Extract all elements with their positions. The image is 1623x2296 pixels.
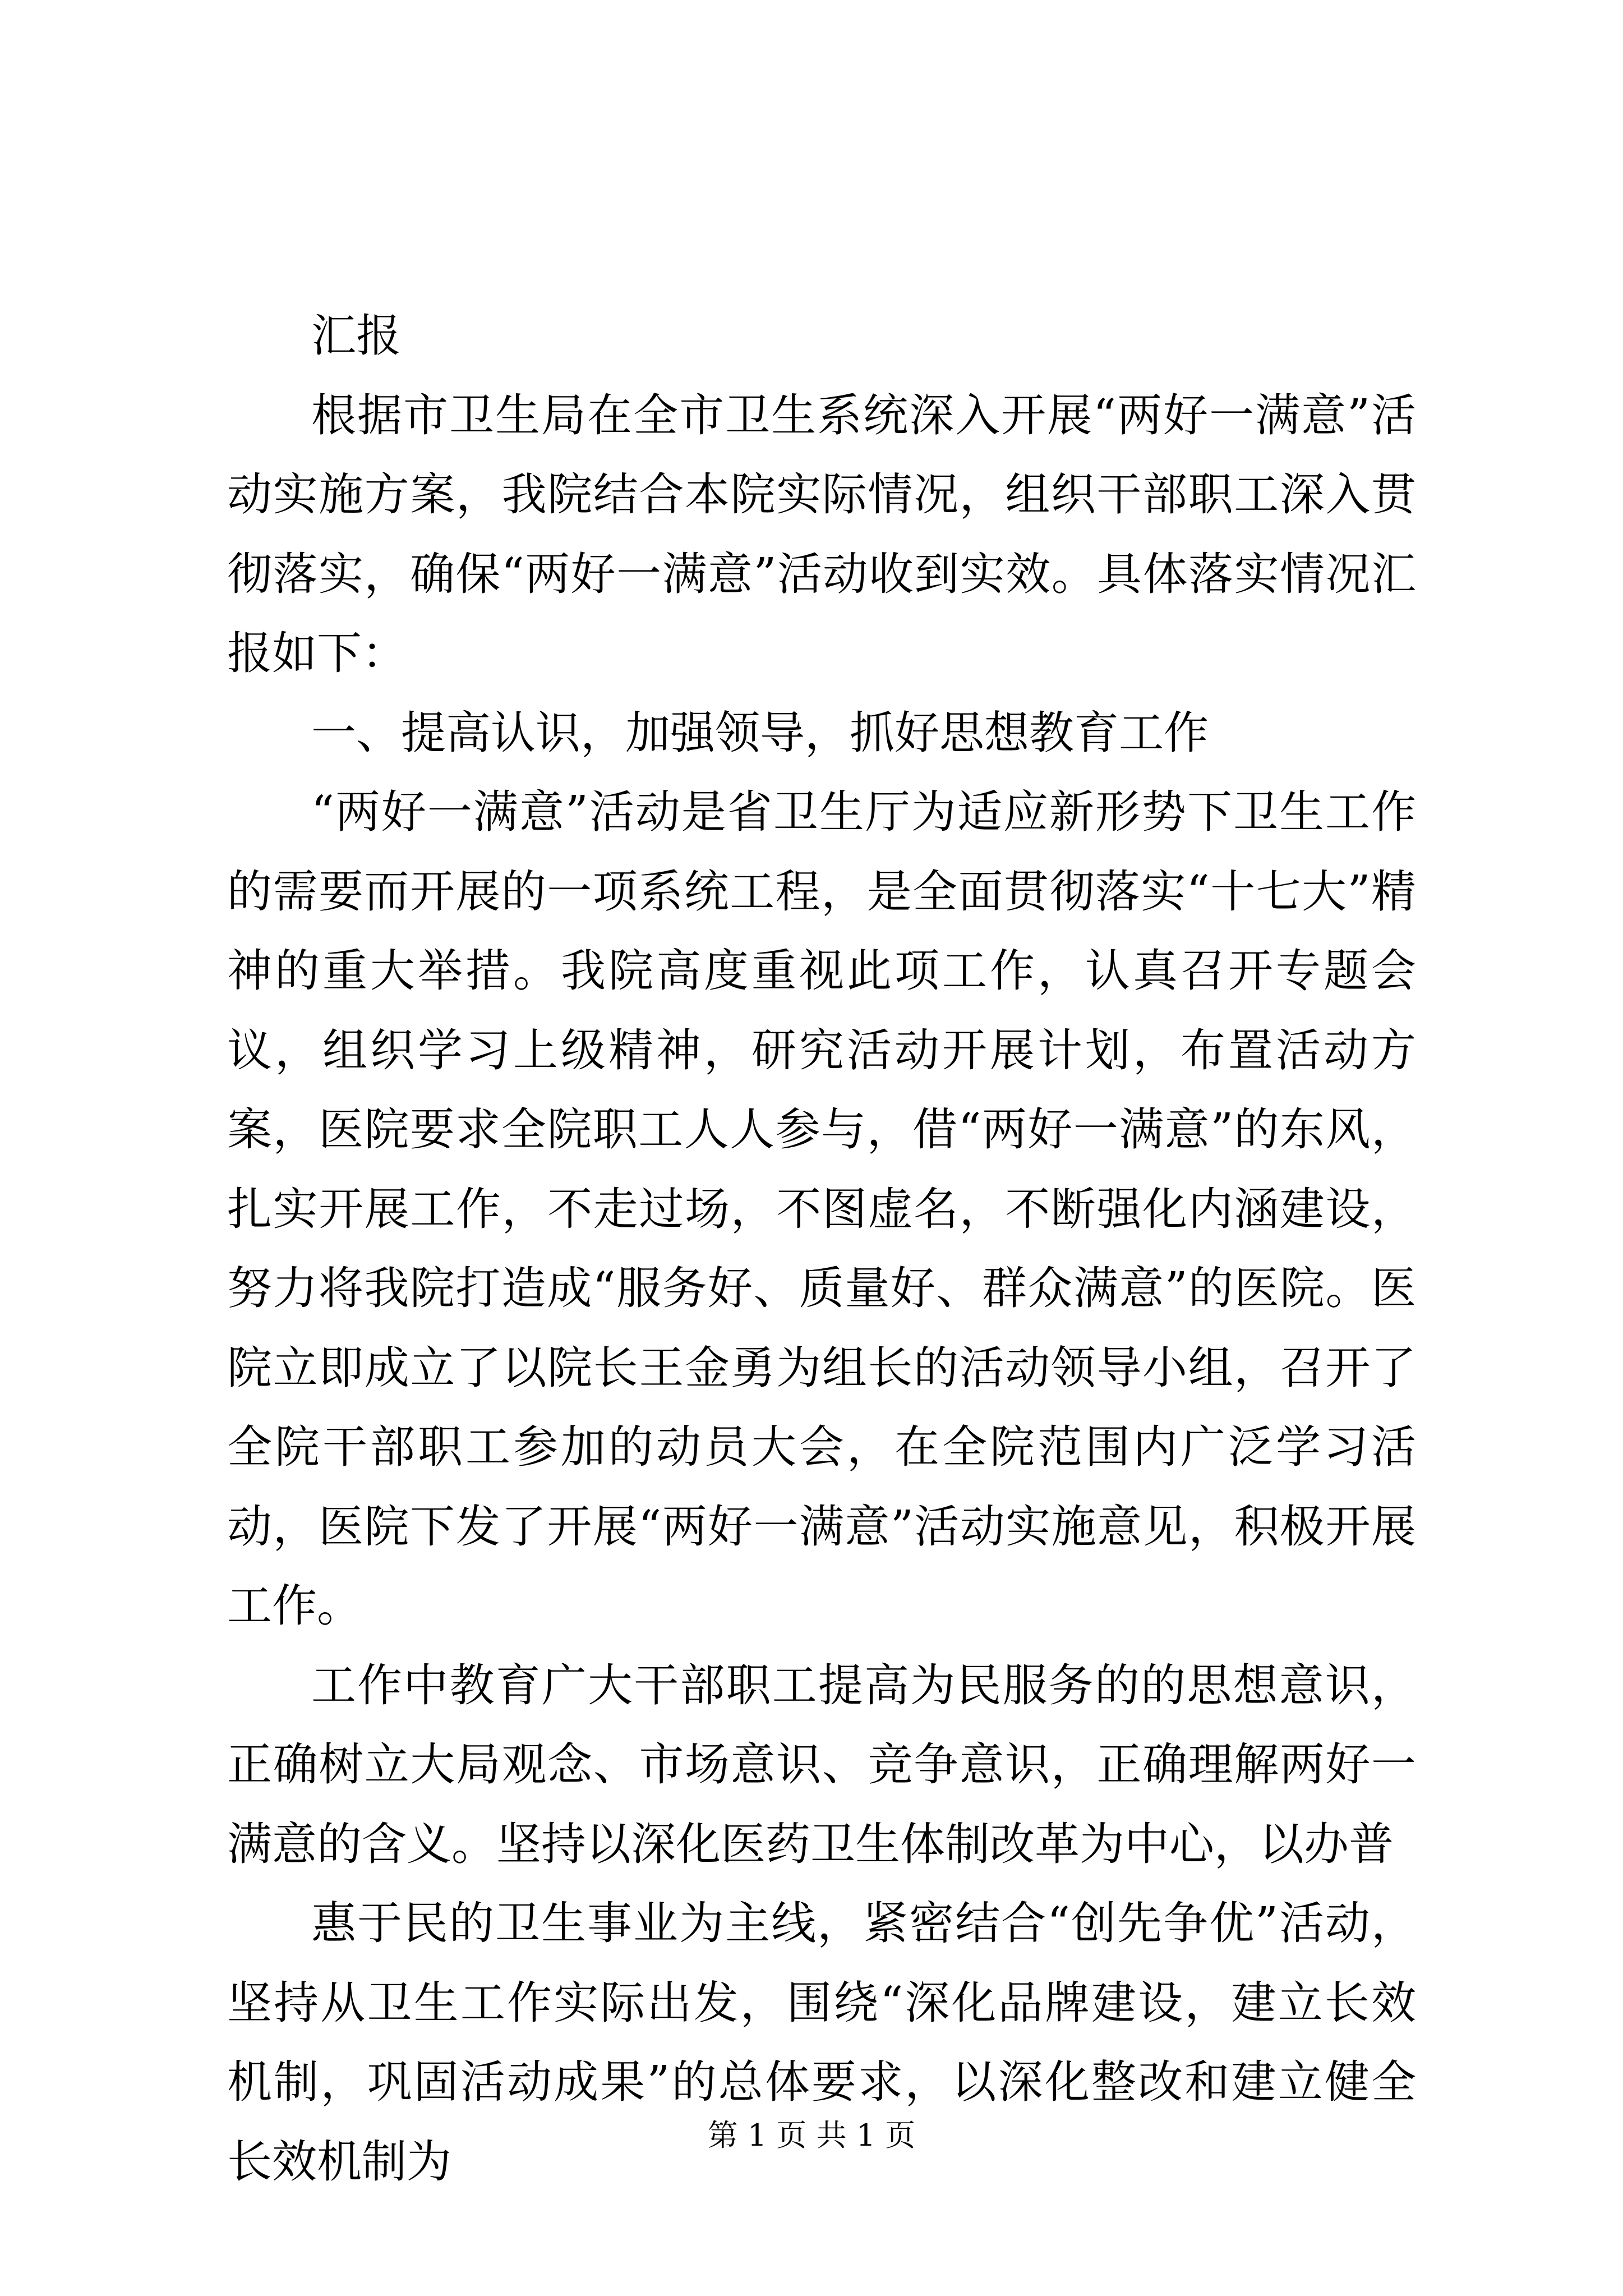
paragraph-body-2: 工作中教育广大干部职工提高为民服务的的思想意识，正确树立大局观念、市场意识、竞争意识，正确理解两好一满意的含义。坚持以深化医药卫生体制改革为中心，以办普 xyxy=(227,1659,1416,1870)
paragraph-intro: 根据市卫生局在全市卫生系统深入开展“两好一满意”活动实施方案，我院结合本院实际情况，组织干部职工深入贯彻落实，确保“两好一满意”活动收到实效。具体落实情况汇报如下： xyxy=(227,389,1416,679)
section-heading: 一、提高认识，加强领导，抓好思想教育工作 xyxy=(311,706,1209,759)
paragraph-body-3: 惠于民的卫生事业为主线，紧密结合“创先争优”活动，坚持从卫生工作实际出发，围绕“深化品牌建设，建立长效机制，巩固活动成果”的总体要求，以深化整改和建立健全长效机制为 xyxy=(227,1897,1416,2188)
paragraph-body-1: “两好一满意”活动是省卫生厅为适应新形势下卫生工作的需要而开展的一项系统工程，是全面贯彻落实“十七大”精神的重大举措。我院高度重视此项工作，认真召开专题会议，组织学习上级精神，研究活动开展计划，布置活动方案，医院要求全院职工人人参与，借“两好一满意”的东风，扎实开展工作，不走过场，不图虚名，不断强化内涵建设，努力将我院打造成“服务好、质量好、群众满意”的医院。医院立即成立了以院长王金勇为组长的活动领导小组，召开了全院干部职工参加的动员大会，在全院范围内广泛学习活动，医院下发了开展“两好一满意”活动实施意见，积极开展工作。 xyxy=(227,786,1416,1632)
document-title: 汇报 xyxy=(311,310,401,362)
page-footer: 第 1 页 共 1 页 xyxy=(707,2118,916,2153)
document-body xyxy=(227,296,1416,2201)
